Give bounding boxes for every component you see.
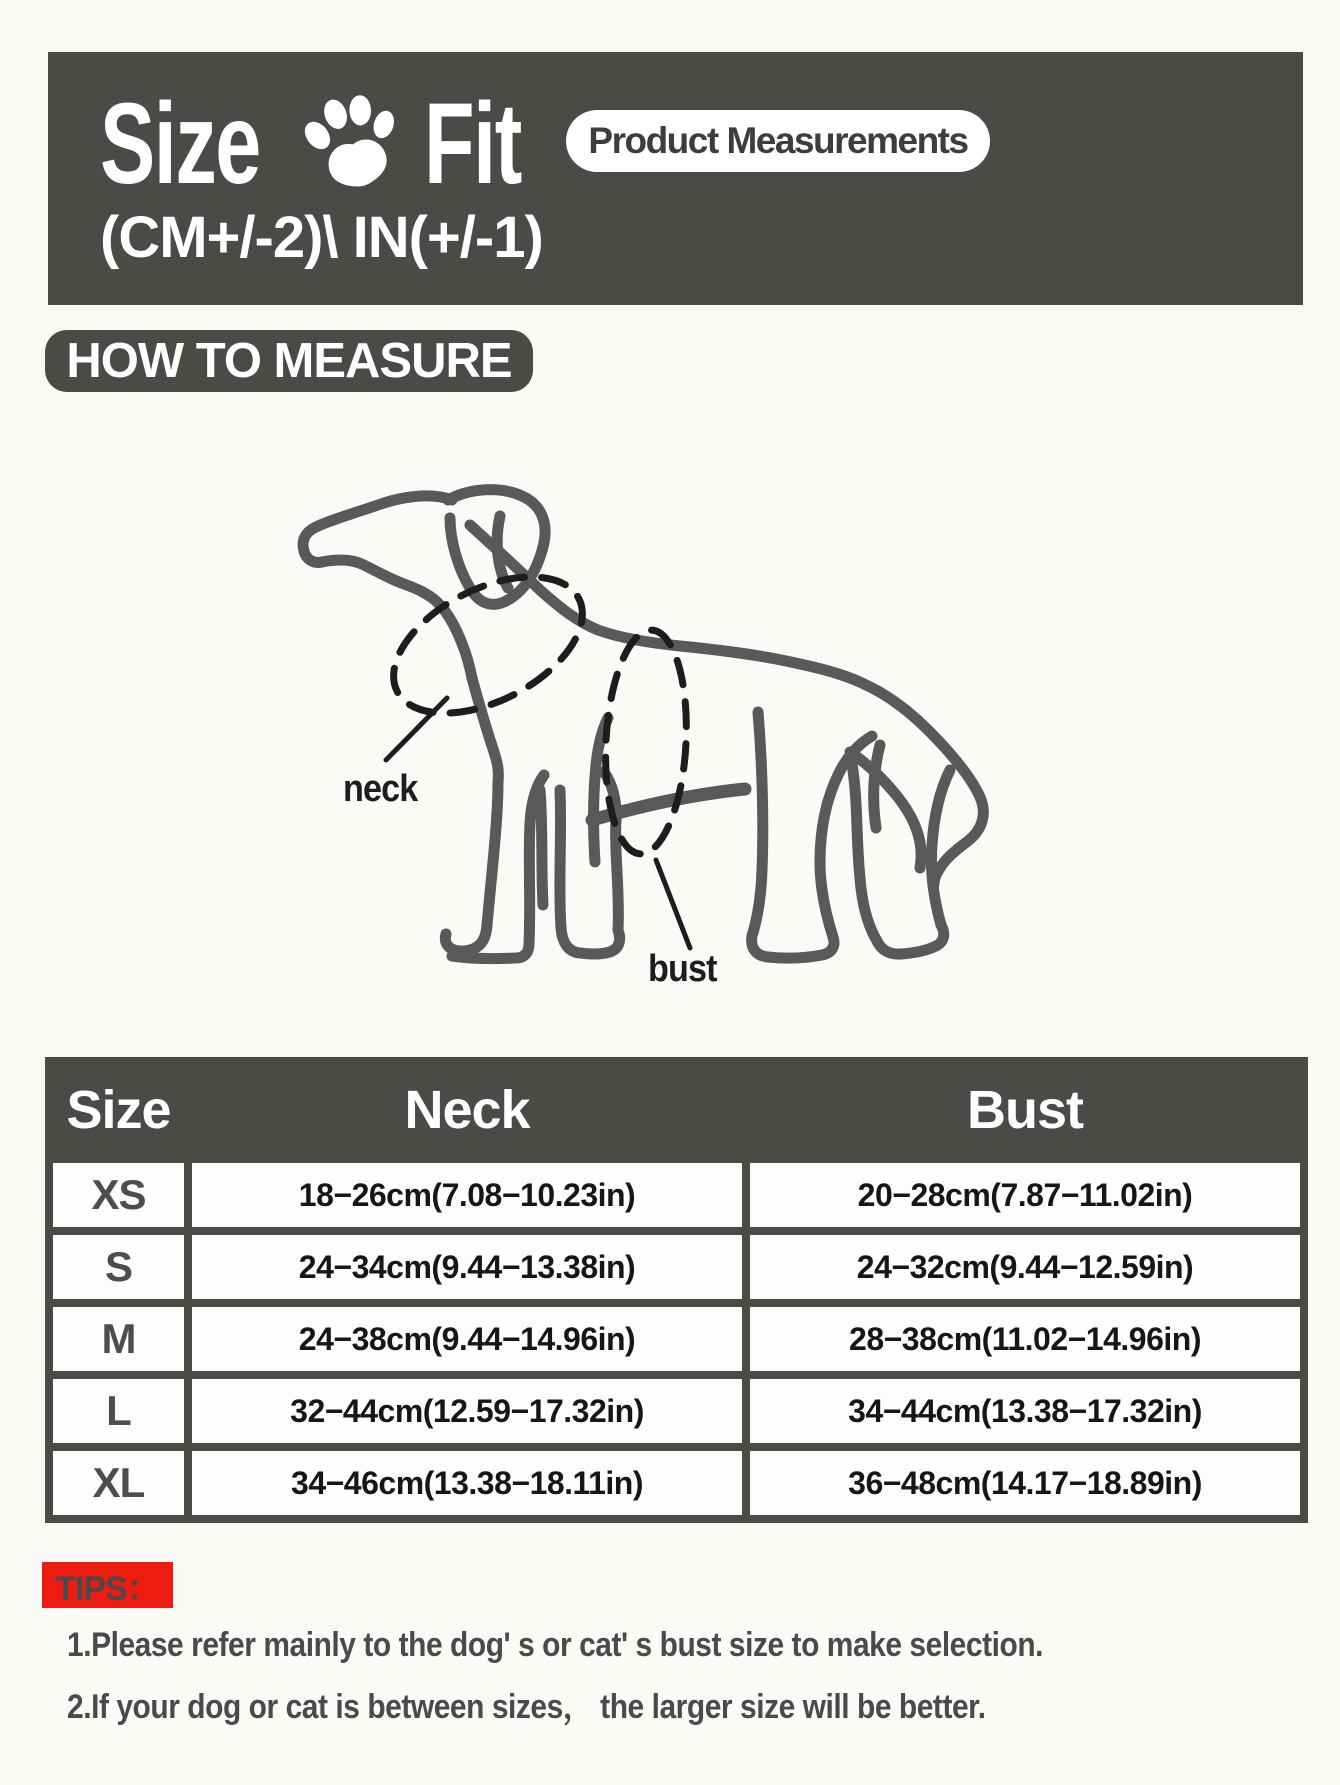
table-row [49,1231,1304,1303]
bust-value: 34−44cm(13.38−17.32in) [746,1375,1304,1447]
size-value: XS [49,1159,188,1231]
paw-icon [284,70,419,202]
tolerance-note: (CM+/-2)\ IN(+/-1) [100,205,543,270]
bust-value: 28−38cm(11.02−14.96in) [746,1303,1304,1375]
col-header-bust: Bust [746,1061,1304,1159]
header-banner [48,52,1303,305]
size-value: S [49,1231,188,1303]
size-value: XL [49,1447,188,1519]
neck-value: 24−38cm(9.44−14.96in) [188,1303,746,1375]
bust-value: 24−32cm(9.44−12.59in) [746,1231,1304,1303]
bust-label: bust [648,948,717,990]
size-table [45,1057,1308,1523]
neck-value: 34−46cm(13.38−18.11in) [188,1447,746,1519]
tip-line-2: 2.If your dog or cat is between sizes， the larger size will be better. [67,1688,986,1726]
header-title-size: Size [100,80,260,208]
header-title-fit: Fit [424,80,521,208]
product-measurements-badge: Product Measurements [566,110,990,172]
bust-measure-ellipse [600,628,692,856]
size-value: M [49,1303,188,1375]
tip-line-1: 1.Please refer mainly to the dog' s or cat' s bust size to make selection. [67,1626,1044,1664]
neck-value: 32−44cm(12.59−17.32in) [188,1375,746,1447]
table-row [49,1375,1304,1447]
bust-pointer-line [656,860,690,948]
tips-label: TIPS： [42,1562,173,1608]
col-header-neck: Neck [188,1061,746,1159]
neck-label: neck [343,768,418,810]
table-row [49,1303,1304,1375]
table-row [49,1159,1304,1231]
neck-measure-ellipse [372,549,605,741]
bust-value: 36−48cm(14.17−18.89in) [746,1447,1304,1519]
size-value: L [49,1375,188,1447]
bust-value: 20−28cm(7.87−11.02in) [746,1159,1304,1231]
neck-value: 24−34cm(9.44−13.38in) [188,1231,746,1303]
col-header-size: Size [49,1061,188,1159]
neck-value: 18−26cm(7.08−10.23in) [188,1159,746,1231]
table-row [49,1447,1304,1519]
dog-outline-illustration [280,430,1020,990]
table-header-row [49,1061,1304,1159]
how-to-measure-badge: HOW TO MEASURE [45,330,533,392]
